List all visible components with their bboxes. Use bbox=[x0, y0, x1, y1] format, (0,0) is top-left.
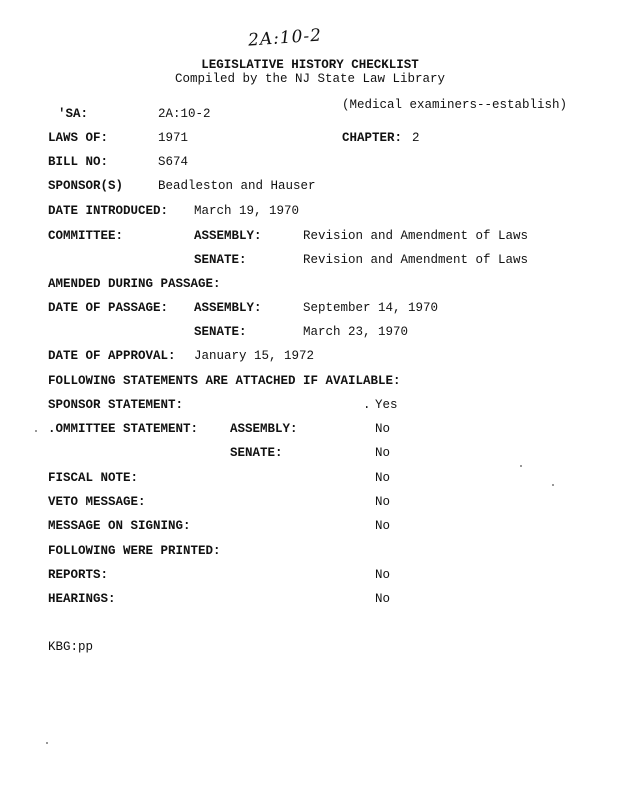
sponsor-statement-value: Yes bbox=[375, 398, 398, 412]
page-title: LEGISLATIVE HISTORY CHECKLIST bbox=[201, 58, 419, 72]
laws-of-value: 1971 bbox=[158, 131, 189, 145]
footer-initials: KBG:pp bbox=[48, 640, 94, 654]
approval-label: DATE OF APPROVAL: bbox=[48, 349, 176, 363]
amended-label: AMENDED DURING PASSAGE: bbox=[48, 277, 221, 291]
subject-line: (Medical examiners--establish) bbox=[342, 98, 568, 112]
hearings-value: No bbox=[375, 592, 391, 606]
passage-label: DATE OF PASSAGE: bbox=[48, 301, 169, 315]
committee-senate-value: Revision and Amendment of Laws bbox=[303, 253, 529, 267]
passage-senate-value: March 23, 1970 bbox=[303, 325, 409, 339]
reports-label: REPORTS: bbox=[48, 568, 109, 582]
nj-sa-label: 'SA: bbox=[58, 107, 89, 121]
printed-heading: FOLLOWING WERE PRINTED: bbox=[48, 544, 221, 558]
committee-statement-label: .OMMITTEE STATEMENT: bbox=[48, 422, 199, 436]
chapter-value: 2 bbox=[412, 131, 420, 145]
committee-statement-senate-value: No bbox=[375, 446, 391, 460]
reports-value: No bbox=[375, 568, 391, 582]
fiscal-note-value: No bbox=[375, 471, 391, 485]
committee-assembly-label: ASSEMBLY: bbox=[194, 229, 262, 243]
scan-speck bbox=[46, 742, 48, 744]
date-introduced-value: March 19, 1970 bbox=[194, 204, 300, 218]
hearings-label: HEARINGS: bbox=[48, 592, 116, 606]
sponsors-value: Beadleston and Hauser bbox=[158, 179, 316, 193]
date-introduced-label: DATE INTRODUCED: bbox=[48, 204, 169, 218]
bill-no-label: BILL NO: bbox=[48, 155, 109, 169]
approval-value: January 15, 1972 bbox=[194, 349, 315, 363]
sponsor-statement-label: SPONSOR STATEMENT: bbox=[48, 398, 184, 412]
page-subtitle: Compiled by the NJ State Law Library bbox=[174, 72, 446, 86]
scan-speck bbox=[520, 465, 522, 467]
committee-senate-label: SENATE: bbox=[194, 253, 247, 267]
nj-sa-value: 2A:10-2 bbox=[158, 107, 211, 121]
sponsor-statement-dot: . bbox=[363, 398, 371, 412]
sponsors-label: SPONSOR(S) bbox=[48, 179, 124, 193]
committee-assembly-value: Revision and Amendment of Laws bbox=[303, 229, 529, 243]
bill-no-value: S674 bbox=[158, 155, 189, 169]
statements-heading: FOLLOWING STATEMENTS ARE ATTACHED IF AVAILABLE: bbox=[48, 374, 401, 388]
passage-senate-label: SENATE: bbox=[194, 325, 247, 339]
chapter-label: CHAPTER: bbox=[342, 131, 403, 145]
scan-speck bbox=[552, 484, 554, 486]
signing-message-value: No bbox=[375, 519, 391, 533]
signing-message-label: MESSAGE ON SIGNING: bbox=[48, 519, 191, 533]
committee-label: COMMITTEE: bbox=[48, 229, 124, 243]
committee-statement-assembly-label: ASSEMBLY: bbox=[230, 422, 298, 436]
committee-statement-assembly-value: No bbox=[375, 422, 391, 436]
scan-speck bbox=[35, 430, 37, 432]
laws-of-label: LAWS OF: bbox=[48, 131, 109, 145]
committee-statement-senate-label: SENATE: bbox=[230, 446, 283, 460]
passage-assembly-value: September 14, 1970 bbox=[303, 301, 439, 315]
veto-message-label: VETO MESSAGE: bbox=[48, 495, 146, 509]
fiscal-note-label: FISCAL NOTE: bbox=[48, 471, 139, 485]
veto-message-value: No bbox=[375, 495, 391, 509]
passage-assembly-label: ASSEMBLY: bbox=[194, 301, 262, 315]
handwritten-note: 2A:10-2 bbox=[247, 25, 323, 51]
